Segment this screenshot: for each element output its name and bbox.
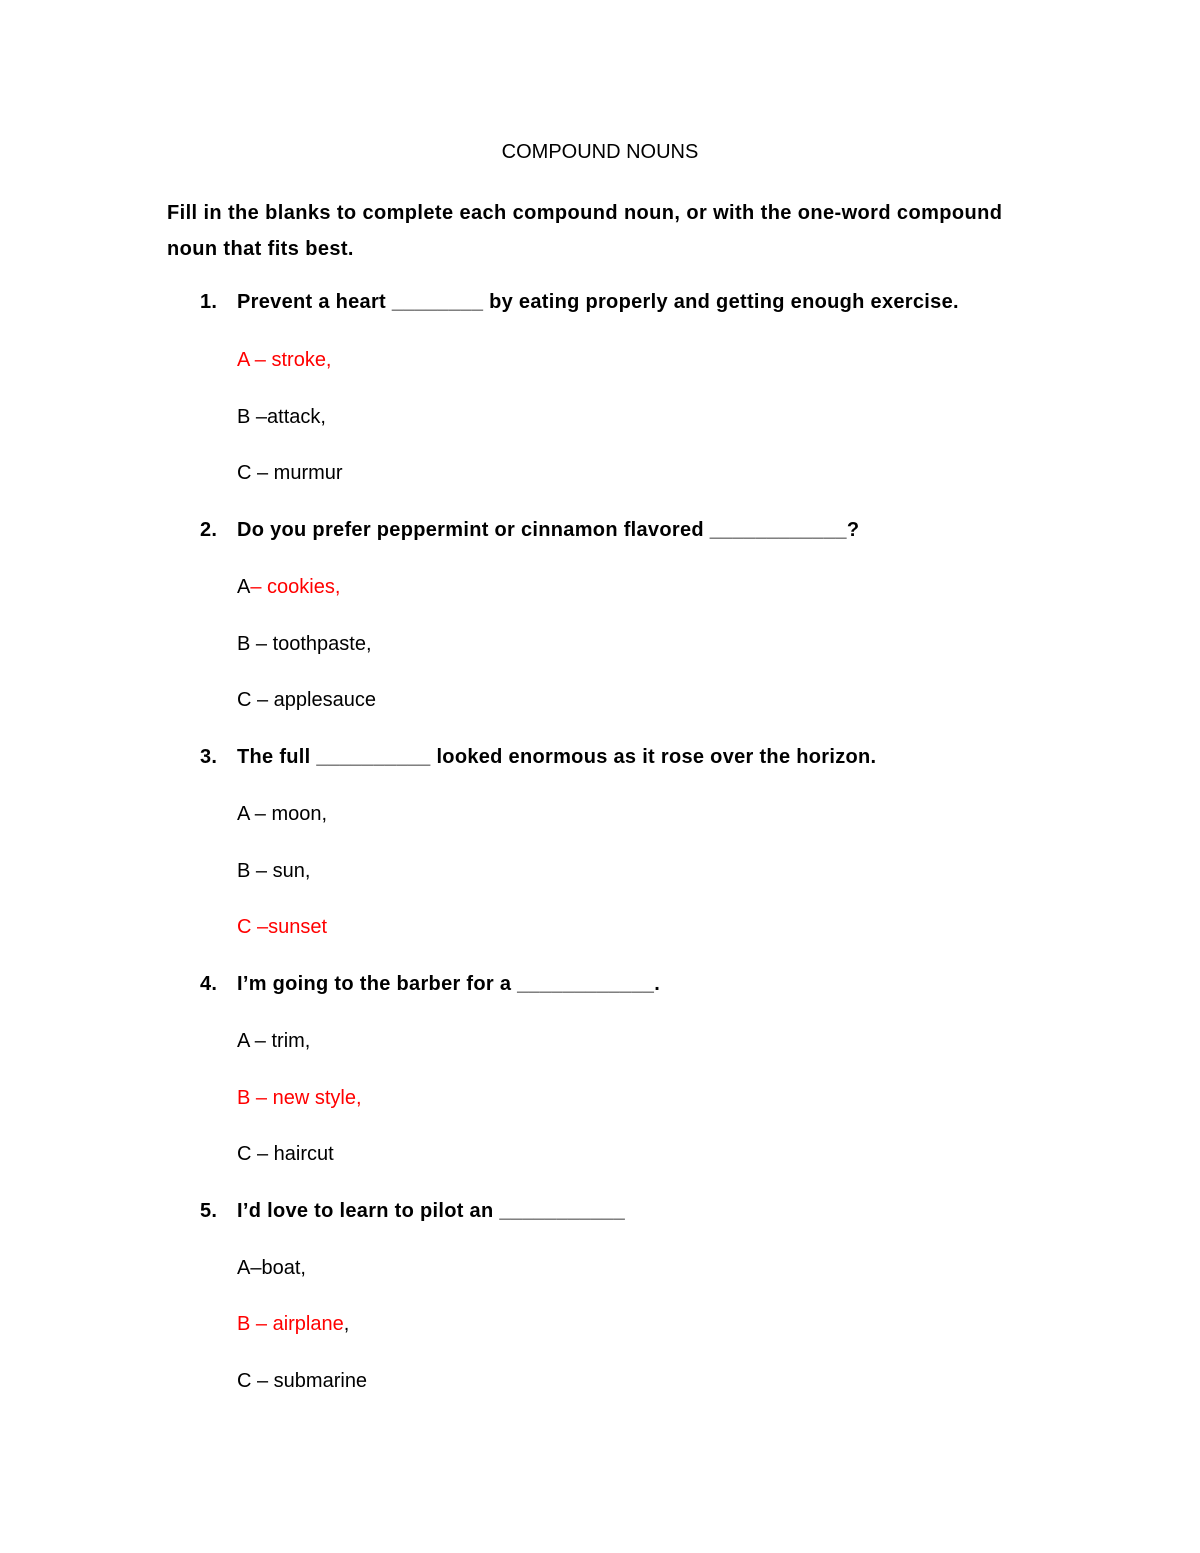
question-3 xyxy=(200,745,1100,769)
question-text: I’m going to the barber for a ____________. xyxy=(237,973,661,995)
instructions: Fill in the blanks to complete each compound noun, or with the one-word compound noun that fits best. xyxy=(167,202,1003,260)
question-text: I’d love to learn to pilot an ___________ xyxy=(237,1200,626,1222)
option-answer: B – airplane xyxy=(237,1313,344,1335)
option-punctuation: , xyxy=(343,1313,350,1335)
option-answer: – cookies, xyxy=(250,576,341,598)
option-2c: C – applesauce xyxy=(237,689,376,711)
option-5a: A–boat, xyxy=(237,1257,306,1279)
option-1a: A – stroke, xyxy=(237,349,332,371)
option-5c: C – submarine xyxy=(237,1370,368,1392)
option-3a: A – moon, xyxy=(237,803,328,825)
question-text: Do you prefer peppermint or cinnamon flavored ____________? xyxy=(237,519,860,541)
page-title: COMPOUND NOUNS xyxy=(501,141,699,163)
option-4b: B – new style, xyxy=(237,1087,362,1109)
question-text: The full __________ looked enormous as it rose over the horizon. xyxy=(237,746,877,768)
question-5 xyxy=(200,1199,1100,1223)
option-2a xyxy=(237,575,340,599)
question-number: 5. xyxy=(200,1200,218,1222)
option-5b xyxy=(237,1312,349,1336)
option-3b: B – sun, xyxy=(237,860,311,882)
option-1b: B –attack, xyxy=(237,406,326,428)
question-number: 3. xyxy=(200,746,218,768)
option-letter: A xyxy=(237,576,251,598)
question-text: Prevent a heart ________ by eating properly and getting enough exercise. xyxy=(237,291,959,313)
question-number: 4. xyxy=(200,973,218,995)
question-number: 2. xyxy=(200,519,218,541)
option-4a: A – trim, xyxy=(237,1030,311,1052)
option-2b: B – toothpaste, xyxy=(237,633,372,655)
question-1 xyxy=(200,290,1100,314)
option-1c: C – murmur xyxy=(237,462,343,484)
question-4 xyxy=(200,972,1100,996)
question-2 xyxy=(200,518,1100,542)
question-number: 1. xyxy=(200,291,218,313)
option-4c: C – haircut xyxy=(237,1143,334,1165)
option-3c: C –sunset xyxy=(237,916,328,938)
